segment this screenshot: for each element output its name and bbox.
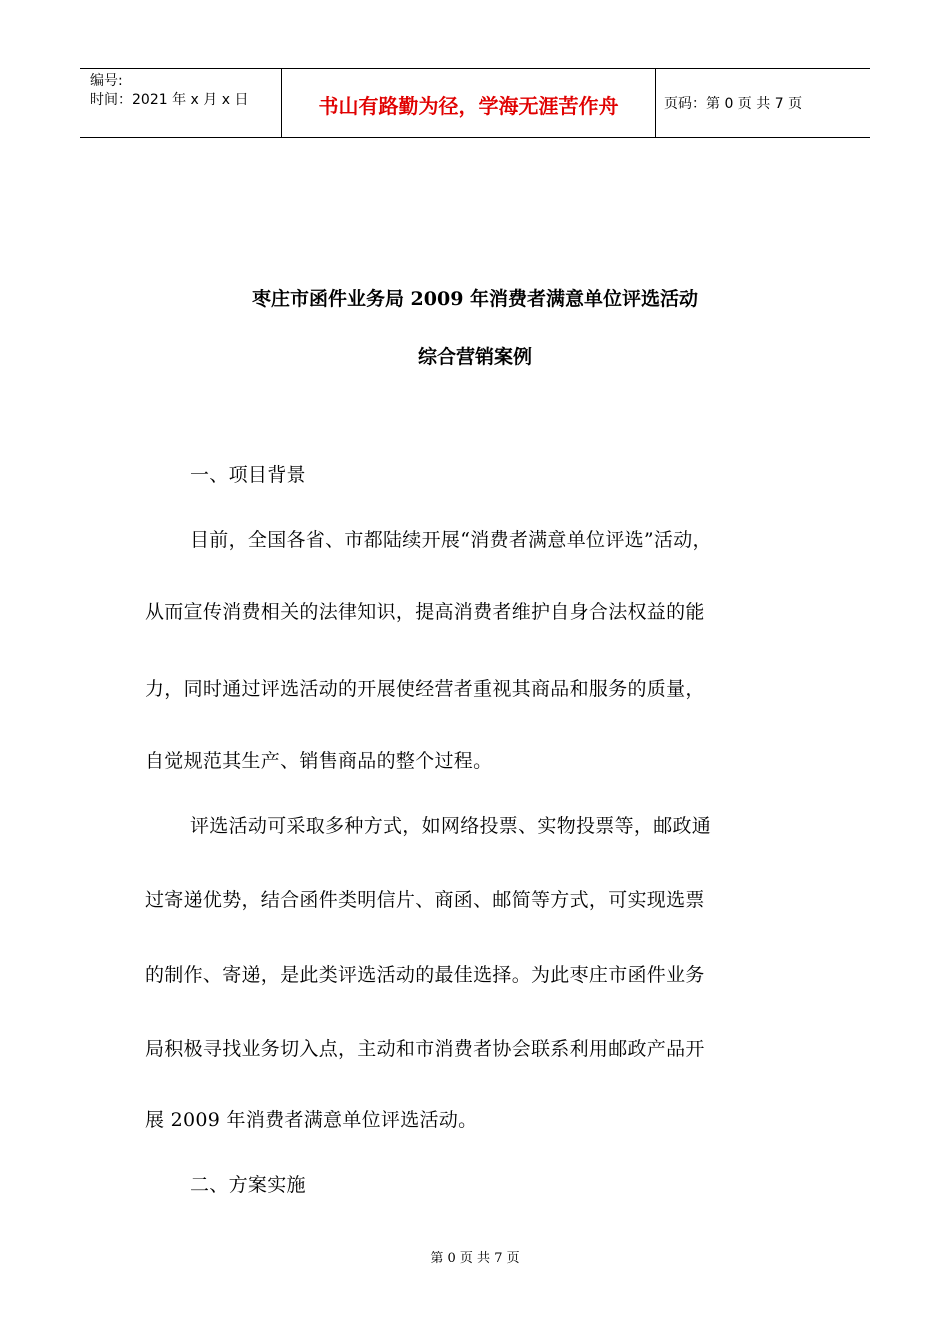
paragraph-1-line: 从而宣传消费相关的法律知识，提高消费者维护自身合法权益的能 bbox=[145, 601, 705, 623]
paragraph-1-line: 目前，全国各省、市都陆续开展“消费者满意单位评选”活动， bbox=[190, 529, 712, 551]
page-footer: 第 0 页 共 7 页 bbox=[430, 1251, 520, 1266]
paragraph-1-line: 自觉规范其生产、销售商品的整个过程。 bbox=[145, 750, 493, 772]
document-date: 时间：2021 年 x 月 x 日 bbox=[90, 92, 249, 108]
page-header bbox=[80, 68, 870, 138]
paragraph-2-line: 局积极寻找业务切入点，主动和市消费者协会联系利用邮政产品开 bbox=[145, 1038, 705, 1060]
paragraph-1-line: 力，同时通过评选活动的开展使经营者重视其商品和服务的质量， bbox=[145, 678, 705, 700]
paragraph-2-line: 过寄递优势，结合函件类明信片、商函、邮简等方式，可实现选票 bbox=[145, 889, 705, 911]
paragraph-2-line: 的制作、寄递，是此类评选活动的最佳选择。为此枣庄市函件业务 bbox=[145, 964, 705, 986]
header-page-info: 页码：第 0 页 共 7 页 bbox=[664, 96, 803, 112]
document-number: 编号: bbox=[90, 73, 123, 89]
header-motto: 书山有路勤为径，学海无涯苦作舟 bbox=[281, 69, 656, 137]
section-2-heading: 二、方案实施 bbox=[190, 1174, 306, 1196]
header-meta bbox=[80, 69, 281, 137]
document-title-line-1: 枣庄市函件业务局 2009 年消费者满意单位评选活动 bbox=[251, 288, 699, 310]
paragraph-2-line: 评选活动可采取多种方式，如网络投票、实物投票等，邮政通 bbox=[190, 815, 712, 837]
document-title-line-2: 综合营销案例 bbox=[417, 346, 532, 368]
section-1-heading: 一、项目背景 bbox=[190, 464, 306, 486]
paragraph-2-line: 展 2009 年消费者满意单位评选活动。 bbox=[145, 1109, 478, 1131]
